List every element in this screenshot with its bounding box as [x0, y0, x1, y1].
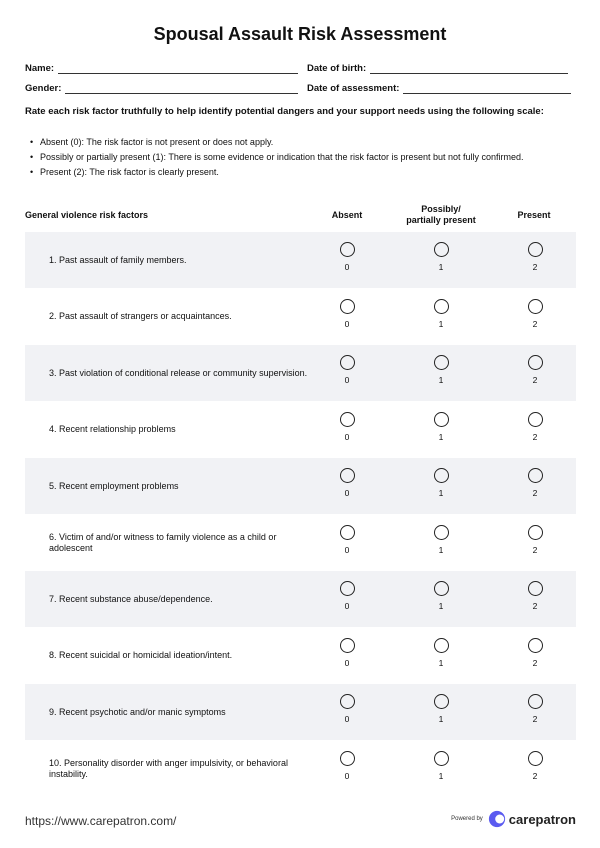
doa-label: Date of assessment: [307, 83, 400, 94]
scale-item-partial: • Possibly or partially present (1): There is some evidence or indication that the risk factor is present but not fully confirmed. [30, 151, 576, 163]
option-present [515, 581, 555, 611]
option-present [515, 412, 555, 442]
radio-absent[interactable] [340, 581, 355, 596]
risk-factor-label: 6. Victim of and/or witness to family violence as a child or adolescent [49, 531, 277, 553]
option-present [515, 638, 555, 668]
option-absent [327, 525, 367, 555]
score-partial: 1 [438, 318, 444, 329]
score-absent: 0 [344, 714, 350, 724]
radio-present[interactable] [528, 694, 543, 709]
name-field[interactable] [25, 63, 298, 74]
intro-text: Rate each risk factor truthfully to help identify potential dangers and your support needs using the following scale: [25, 106, 544, 117]
score-partial: 1 [438, 770, 444, 781]
brand-name: carepatron [508, 811, 576, 827]
radio-partial[interactable] [434, 525, 449, 540]
scale-list [30, 136, 576, 181]
radio-partial[interactable] [434, 581, 449, 596]
table-row [25, 402, 576, 458]
table-header [25, 202, 576, 232]
name-label: Name: [25, 63, 55, 74]
radio-absent[interactable] [340, 412, 355, 427]
radio-present[interactable] [528, 751, 543, 766]
header-absent: Absent [331, 210, 363, 220]
radio-present[interactable] [528, 581, 543, 596]
table-row [25, 628, 576, 684]
header-partial-line1: Possibly/ [421, 204, 461, 214]
option-absent [327, 242, 367, 272]
radio-partial[interactable] [434, 468, 449, 483]
radio-present[interactable] [528, 355, 543, 370]
option-absent [327, 751, 367, 781]
gender-doa-row [25, 83, 576, 97]
table-row [25, 571, 576, 627]
option-partial [421, 299, 461, 329]
option-absent [327, 581, 367, 611]
risk-factor-label: 8. Recent suicidal or homicidal ideation/intent. [49, 650, 233, 660]
score-present: 2 [532, 488, 538, 498]
score-present: 2 [532, 714, 538, 724]
score-absent: 0 [344, 657, 350, 668]
option-partial [421, 694, 461, 724]
score-present: 2 [532, 318, 538, 329]
option-partial [421, 242, 461, 272]
page-title: Spousal Assault Risk Assessment [153, 24, 447, 44]
score-absent: 0 [344, 488, 350, 498]
score-present: 2 [532, 262, 538, 272]
table-row [25, 684, 576, 740]
gender-field[interactable] [25, 83, 298, 94]
option-present [515, 299, 555, 329]
radio-partial[interactable] [434, 751, 449, 766]
score-absent: 0 [344, 601, 350, 611]
scale-item-absent: • Absent (0): The risk factor is not present or does not apply. [30, 136, 576, 148]
score-present: 2 [532, 431, 538, 442]
option-present [515, 468, 555, 498]
radio-present[interactable] [528, 299, 543, 314]
header-present: Present [517, 210, 551, 220]
score-present: 2 [532, 770, 538, 781]
table-row [25, 741, 576, 797]
option-absent [327, 638, 367, 668]
score-partial: 1 [438, 431, 444, 442]
risk-factor-label: 1. Past assault of family members. [49, 254, 187, 265]
radio-absent[interactable] [340, 299, 355, 314]
risk-factor-label: 3. Past violation of conditional release or community supervision. [49, 367, 308, 378]
table-row [25, 345, 576, 401]
radio-absent[interactable] [340, 751, 355, 766]
table-row [25, 458, 576, 514]
risk-factor-label: 10. Personality disorder with anger impulsivity, or behavioral instability. [49, 757, 288, 779]
score-present: 2 [532, 601, 538, 611]
option-absent [327, 299, 367, 329]
risk-factor-label: 4. Recent relationship problems [49, 424, 176, 434]
option-absent [327, 468, 367, 498]
brand-logo [451, 810, 576, 828]
option-partial [421, 638, 461, 668]
option-partial [421, 525, 461, 555]
radio-partial[interactable] [434, 242, 449, 257]
radio-present[interactable] [528, 242, 543, 257]
risk-factor-label: 2. Past assault of strangers or acquaintances. [49, 311, 232, 321]
dob-field[interactable] [307, 63, 568, 74]
score-absent: 0 [344, 431, 350, 442]
powered-by-text: Powered by [451, 816, 483, 822]
option-partial [421, 355, 461, 385]
score-present: 2 [532, 657, 538, 668]
radio-absent[interactable] [340, 242, 355, 257]
radio-present[interactable] [528, 412, 543, 427]
radio-partial[interactable] [434, 355, 449, 370]
score-absent: 0 [344, 544, 350, 555]
name-dob-row [25, 63, 576, 77]
option-present [515, 242, 555, 272]
risk-factor-label: 9. Recent psychotic and/or manic symptoms [49, 706, 226, 717]
score-present: 2 [532, 375, 538, 385]
option-present [515, 525, 555, 555]
score-partial: 1 [438, 375, 444, 385]
score-partial: 1 [438, 601, 444, 611]
radio-present[interactable] [528, 525, 543, 540]
risk-factor-label: 5. Recent employment problems [49, 480, 179, 491]
option-absent [327, 694, 367, 724]
radio-present[interactable] [528, 638, 543, 653]
score-partial: 1 [438, 488, 444, 498]
doa-line[interactable] [403, 83, 571, 94]
option-absent [327, 355, 367, 385]
radio-absent[interactable] [340, 638, 355, 653]
radio-absent[interactable] [340, 525, 355, 540]
radio-present[interactable] [528, 468, 543, 483]
option-present [515, 751, 555, 781]
radio-absent[interactable] [340, 694, 355, 709]
radio-absent[interactable] [340, 468, 355, 483]
score-absent: 0 [344, 770, 350, 781]
score-partial: 1 [438, 657, 444, 668]
header-partial-line2: partially present [406, 215, 476, 225]
score-partial: 1 [438, 262, 444, 272]
gender-label: Gender: [25, 83, 62, 94]
option-partial [421, 412, 461, 442]
radio-partial[interactable] [434, 694, 449, 709]
scale-item-present: • Present (2): The risk factor is clearly present. [30, 166, 576, 178]
radio-partial[interactable] [434, 299, 449, 314]
risk-factor-label: 7. Recent substance abuse/dependence. [49, 593, 213, 604]
header-risk-factors: General violence risk factors [25, 210, 149, 220]
option-partial [421, 581, 461, 611]
table-row [25, 232, 576, 288]
radio-partial[interactable] [434, 638, 449, 653]
footer-url[interactable]: https://www.carepatron.com/ [25, 814, 177, 828]
score-present: 2 [532, 544, 538, 555]
gender-line[interactable] [65, 83, 298, 94]
dob-line[interactable] [370, 63, 568, 74]
dob-label: Date of birth: [307, 63, 367, 74]
carepatron-logo-icon [488, 810, 506, 828]
option-absent [327, 412, 367, 442]
score-partial: 1 [438, 544, 444, 555]
name-line[interactable] [58, 63, 298, 74]
table-row [25, 515, 576, 571]
doa-field[interactable] [307, 83, 571, 94]
option-partial [421, 468, 461, 498]
radio-absent[interactable] [340, 355, 355, 370]
radio-partial[interactable] [434, 412, 449, 427]
score-partial: 1 [438, 714, 444, 724]
score-absent: 0 [344, 318, 350, 329]
option-present [515, 355, 555, 385]
header-partial [391, 204, 491, 226]
option-present [515, 694, 555, 724]
table-row [25, 289, 576, 345]
score-absent: 0 [344, 375, 350, 385]
option-partial [421, 751, 461, 781]
score-absent: 0 [344, 262, 350, 272]
